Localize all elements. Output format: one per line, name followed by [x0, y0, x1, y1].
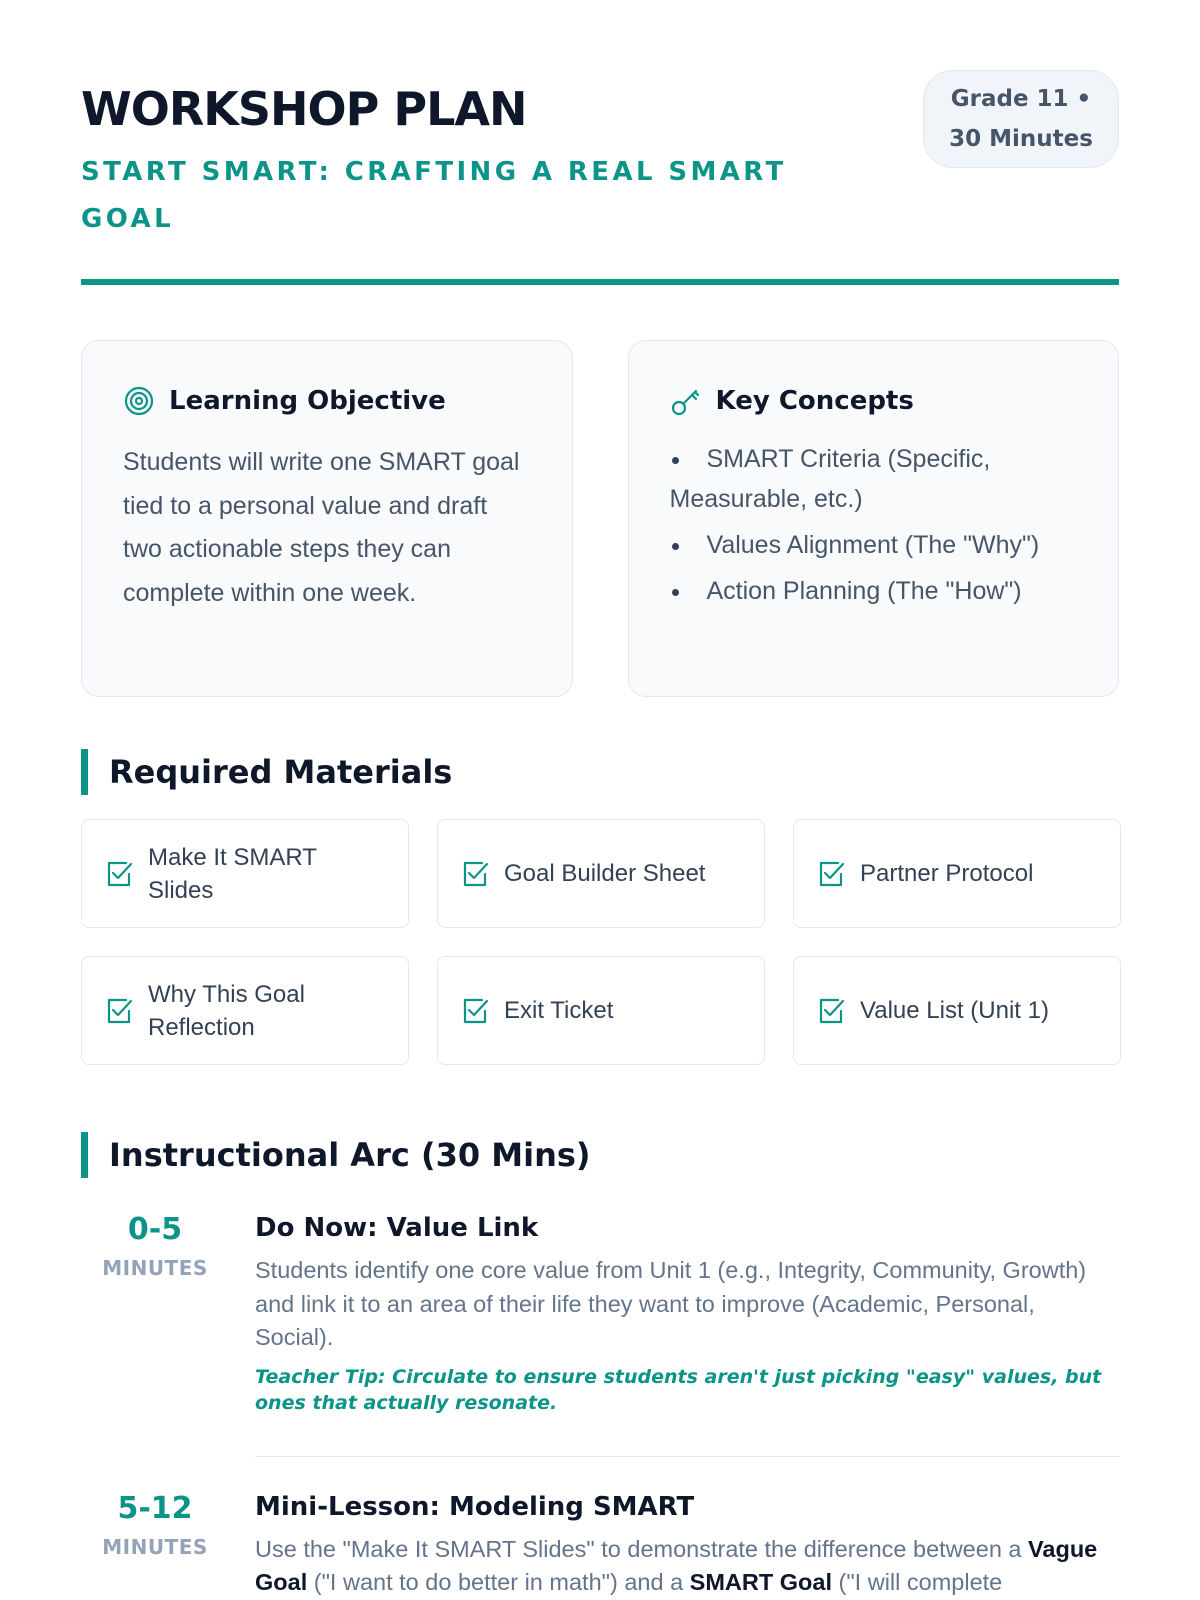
material-item [437, 956, 765, 1065]
arc-step [81, 1487, 1119, 1600]
key-concepts-list [670, 439, 1078, 611]
grade-duration-badge: Grade 11 • 30 Minutes [923, 70, 1119, 168]
step-desc-emphasis: Vague Goal [255, 1535, 1098, 1595]
material-label: Value List (Unit 1) [860, 997, 1049, 1024]
checkbox-checked-icon [816, 859, 846, 889]
step-time-unit: MINUTES [102, 1256, 208, 1280]
key-icon [670, 385, 702, 417]
material-item [437, 819, 765, 928]
header-divider [81, 279, 1119, 285]
step-description [255, 1533, 1119, 1600]
material-item [81, 819, 409, 928]
step-description: Students identify one core value from Unit 1 (e.g., Integrity, Community, Growth) and link it to an area of their life they want to improve (Academic, Personal, Social). [255, 1257, 1087, 1350]
teacher-tip: Teacher Tip: Circulate to ensure students aren't just picking "easy" values, but ones that actually resonate. [255, 1365, 1102, 1414]
material-label: Why This Goal Reflection [148, 980, 305, 1041]
step-desc-text: ("I will complete [831, 1569, 1003, 1595]
material-item [793, 956, 1121, 1065]
step-desc-text: Use the "Make It SMART Slides" to demonstrate the difference between a [255, 1535, 1029, 1562]
instructional-arc-heading: Instructional Arc (30 Mins) [81, 1132, 1119, 1178]
key-concepts-card [628, 340, 1120, 697]
key-concepts-header [670, 381, 1078, 421]
step-title: Do Now: Value Link [255, 1213, 539, 1243]
concept-item: Action Planning (The "How") [670, 571, 1078, 611]
step-body [255, 1487, 1119, 1600]
step-divider [255, 1456, 1119, 1457]
page-title: WORKSHOP PLAN [81, 82, 527, 136]
step-time [81, 1487, 255, 1600]
key-concepts-title: Key Concepts [715, 386, 914, 416]
checkbox-checked-icon [104, 859, 134, 889]
checkbox-checked-icon [104, 996, 134, 1026]
step-time [81, 1208, 255, 1416]
concept-item: Values Alignment (The "Why") [670, 525, 1078, 565]
checkbox-checked-icon [460, 996, 490, 1026]
checkbox-checked-icon [816, 996, 846, 1026]
learning-objective-title: Learning Objective [169, 386, 446, 416]
step-time-range: 5-12 [117, 1490, 193, 1526]
material-item [793, 819, 1121, 928]
material-label: Partner Protocol [860, 860, 1034, 887]
step-title: Mini-Lesson: Modeling SMART [255, 1491, 695, 1522]
arc-step [81, 1208, 1119, 1416]
step-body [255, 1208, 1119, 1416]
target-icon [123, 385, 155, 417]
learning-objective-card [81, 340, 573, 697]
learning-objective-header [123, 381, 531, 421]
learning-objective-text: Students will write one SMART goal tied to a personal value and draft two actionable steps they can complete within one week. [123, 448, 520, 607]
materials-grid [81, 819, 1119, 1065]
material-label: Exit Ticket [504, 997, 614, 1024]
header [81, 0, 1119, 288]
material-label: Make It SMART Slides [148, 843, 317, 904]
page-subtitle: START SMART: CRAFTING A REAL SMART GOAL [81, 157, 787, 234]
material-item [81, 956, 409, 1065]
step-desc-emphasis: SMART Goal [689, 1569, 832, 1595]
step-desc-text: ("I want to do better in math") and a [307, 1569, 690, 1595]
material-label: Goal Builder Sheet [504, 860, 706, 887]
step-time-unit: MINUTES [102, 1534, 208, 1559]
step-time-range: 0-5 [127, 1212, 183, 1247]
checkbox-checked-icon [460, 859, 490, 889]
concept-item: SMART Criteria (Specific, Measurable, etc.) [670, 439, 1078, 519]
required-materials-heading: Required Materials [81, 749, 1119, 795]
overview-cards [81, 340, 1119, 697]
